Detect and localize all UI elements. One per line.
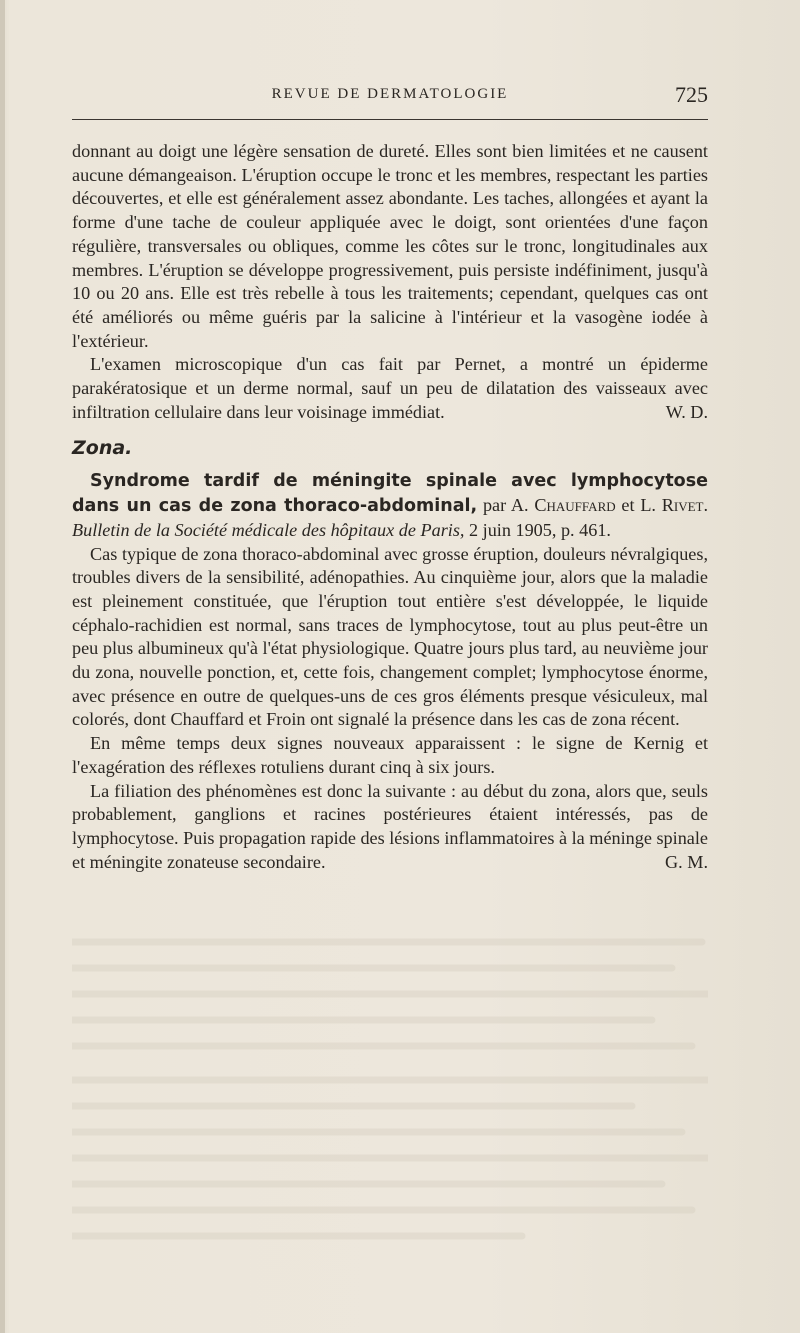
header-rule (72, 119, 708, 120)
citation-and: et L. (621, 495, 656, 516)
article-title: Syndrome tardif de méningite spinale avec lymphocytose dans un cas de zona thoraco-abdominal, (72, 471, 708, 517)
page-spine-shadow (0, 0, 5, 1333)
filiation-text: La filiation des phénomènes est donc la suivante : au début du zona, alors que, seuls probablement, ganglions et racines postérieures étaient intéressés, pas de lymphocytose. Puis propagation rapide des lésions inflammatoires à la méninge spinale et méningite zonateuse secondaire. (72, 780, 708, 872)
journal-name: Bulletin de la Société médicale des hôpitaux de Paris, (72, 519, 465, 540)
section-heading: Zona. (72, 437, 133, 460)
citation-date: 2 juin 1905, p. 461. (469, 519, 611, 540)
author-rivet: Rivet (661, 495, 704, 516)
running-header (72, 82, 708, 116)
journal-title: REVUE DE DERMATOLOGIE (271, 86, 509, 102)
page-number: 725 (675, 82, 708, 107)
signs-paragraph: En même temps deux signes nouveaux apparaissent : le signe de Kernig et l'exagération des réflexes rotuliens durant cinq à six jours. (72, 733, 708, 777)
microscopy-paragraph (72, 353, 708, 424)
continued-paragraph: donnant au doigt une légère sensation de dureté. Elles sont bien limitées et ne causent aucune démangeaison. L'éruption occupe le tronc et les membres, respectant les parties découvertes, et elle est généralement assez abondante. Les taches, allongées et ayant la forme d'une tache de couleur appliquée avec le doigt, sont orientées d'une façon régulière, transversales ou obliques, comme les côtes sur le tronc, longitudinales aux membres. L'éruption se développe progressivement, puis persiste indéfiniment, jusqu'à 10 ou 20 ans. Elle est très rebelle à tous les traitements; cependant, quelques cas ont été améliorés ou même guéris par la salicine à l'intérieur et la vasogène iodée à l'extérieur. (72, 141, 708, 351)
filiation-paragraph (72, 780, 708, 875)
bleed-through-texture (72, 930, 708, 1250)
case-paragraph: Cas typique de zona thoraco-abdominal avec grosse éruption, douleurs névralgiques, troubles divers de la sensibilité, adénopathies. Au cinquième jour, alors que la maladie est pleinement constituée, que l'éruption tout entière s'est développée, le liquide céphalo-rachidien est normal, sans traces de lymphocytose, tout au plus peut-être un peu plus albumineux qu'à l'état physiologique. Quatre jours plus tard, au neuvième jour du zona, nouvelle ponction, et, cette fois, changement complet; lymphocytose énorme, avec présence en outre de quelques-uns de ces gros éléments presque vésiculeux, mal colorés, dont Chauffard et Froin ont signalé la présence dans les cas de zona récent. (72, 543, 708, 730)
author-chauffard: Chauffard (534, 495, 616, 516)
citation-by: par A. (482, 495, 529, 516)
microscopy-text: L'examen microscopique d'un cas fait par Pernet, a montré un épiderme parakératosique et un derme normal, sauf un peu de dilatation des vaisseaux avec infiltration cellulaire dans leur voisinage immédiat. (72, 354, 708, 422)
bleed-through-lines (72, 930, 708, 1250)
page-body (72, 140, 708, 874)
article-citation: Syndrome tardif de méningite spinale avec lymphocytose dans un cas de zona thoraco-abdominal, par A. Chauffard et L. Rivet. Bulletin de la Société médicale des hôpitaux de Paris, 2 juin 1905, p. 461. (72, 471, 709, 540)
signature-gm: G. M. (665, 851, 708, 872)
signature-wd: W. D. (665, 401, 708, 422)
